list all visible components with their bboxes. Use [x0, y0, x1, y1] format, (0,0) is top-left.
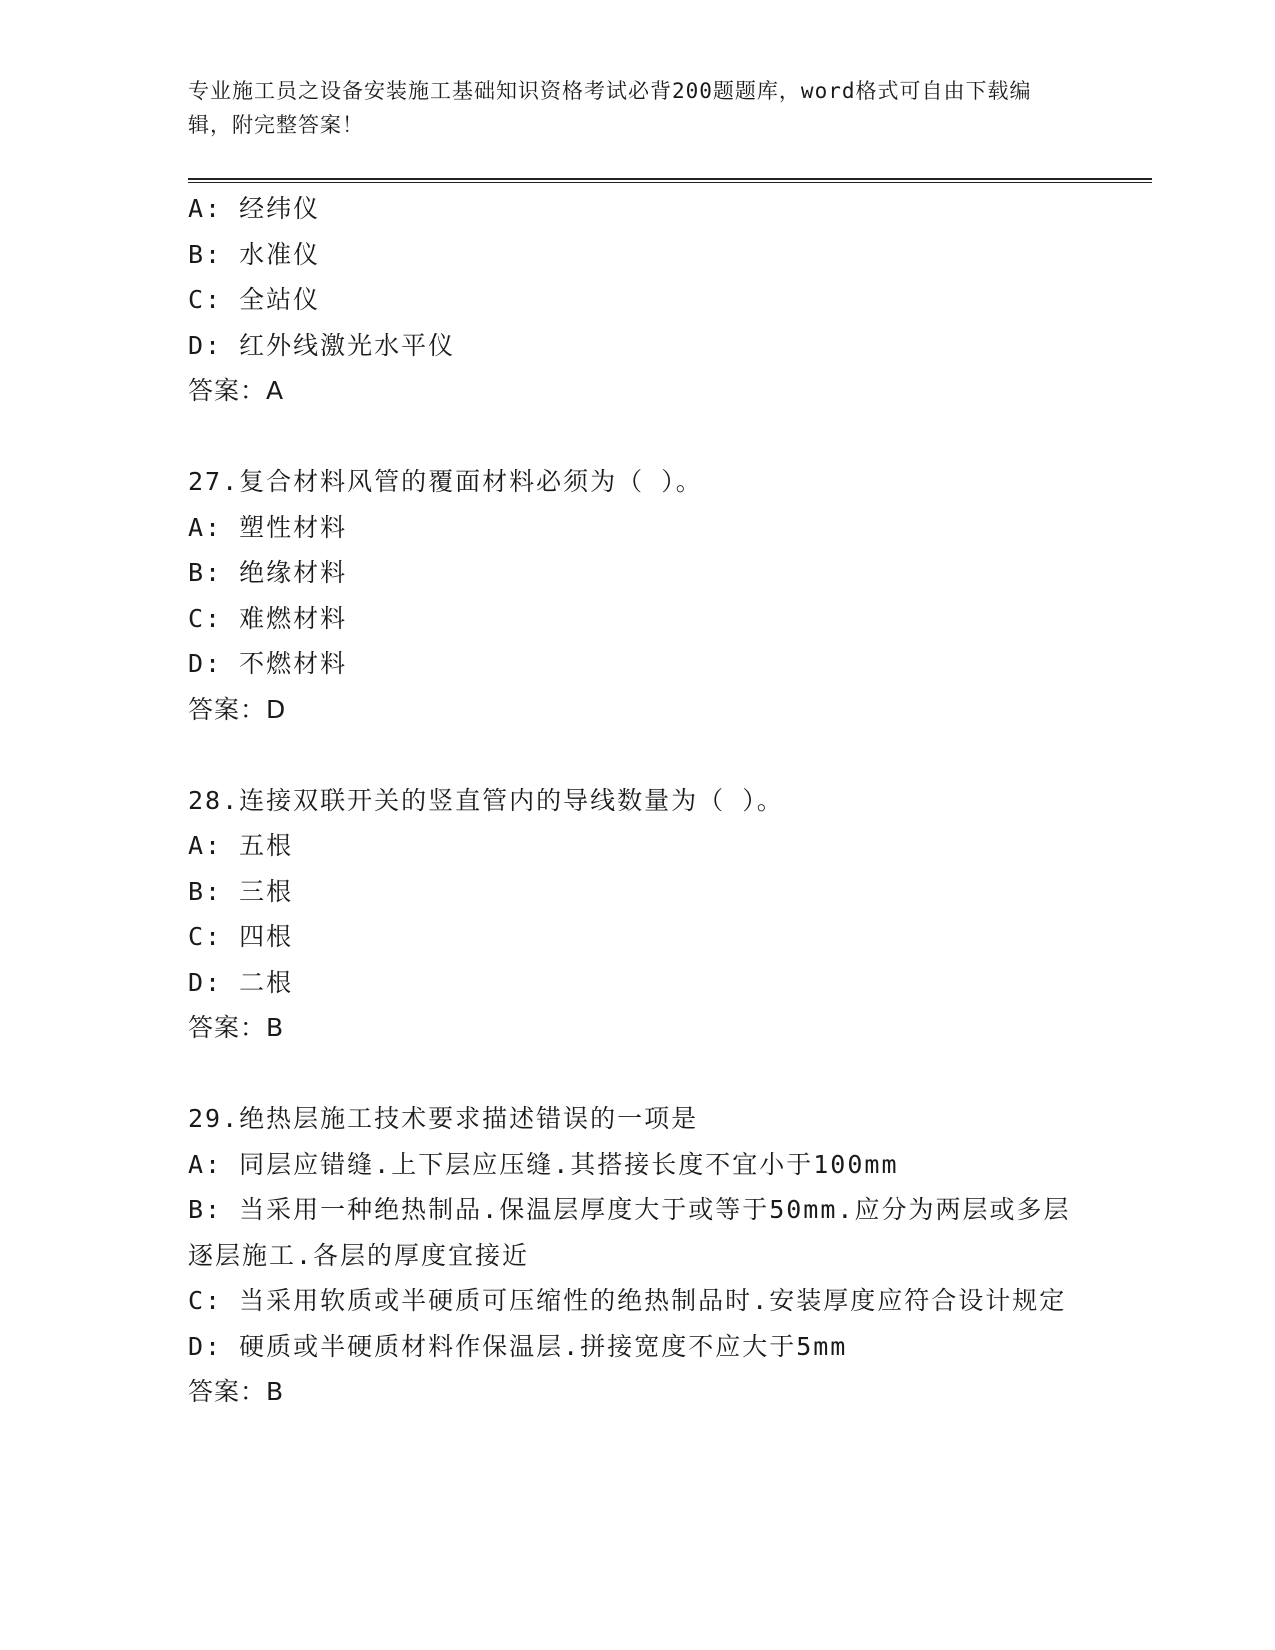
- question-stem: 28.连接双联开关的竖直管内的导线数量为（ ）。: [188, 785, 784, 815]
- option-a: A: 经纬仪: [188, 194, 321, 223]
- answer-line: 答案：B: [188, 1377, 285, 1406]
- option-c: C: 全站仪: [188, 285, 321, 314]
- option-d: D: 红外线激光水平仪: [188, 330, 456, 360]
- option-a: A: 塑性材料: [188, 512, 348, 542]
- option-c: C: 当采用软质或半硬质可压缩性的绝热制品时.安装厚度应符合设计规定: [188, 1286, 1067, 1315]
- option-b: B: 当采用一种绝热制品.保温层厚度大于或等于50mm.应分为两层或多层逐层施工.各层的厚度宜接近: [188, 1195, 1071, 1270]
- question-block-continued: [188, 186, 1088, 414]
- spacer: [188, 732, 1088, 778]
- spacer: [188, 1051, 1088, 1097]
- answer-line: 答案：B: [188, 1013, 285, 1042]
- option-d: D: 硬质或半硬质材料作保温层.拼接宽度不应大于5mm: [188, 1331, 848, 1361]
- question-stem: 29.绝热层施工技术要求描述错误的一项是: [188, 1104, 699, 1133]
- option-c: C: 难燃材料: [188, 603, 348, 633]
- question-stem: 27.复合材料风管的覆面材料必须为（ ）。: [188, 467, 703, 496]
- option-c: C: 四根: [188, 922, 294, 951]
- spacer: [188, 414, 1088, 460]
- option-b: B: 三根: [188, 876, 294, 906]
- header-divider: [188, 178, 1152, 183]
- option-b: B: 绝缘材料: [188, 558, 348, 587]
- option-a: A: 五根: [188, 831, 294, 860]
- answer-line: 答案：D: [188, 694, 287, 724]
- question-list: [188, 186, 1088, 1415]
- page-header: 专业施工员之设备安装施工基础知识资格考试必背200题题库，word格式可自由下载编辑，附完整答案！: [188, 79, 1032, 137]
- option-d: D: 不燃材料: [188, 649, 348, 678]
- question-block-29: [188, 1096, 1088, 1415]
- question-block-27: [188, 459, 1088, 732]
- option-a: A: 同层应错缝.上下层应压缝.其搭接长度不宜小于100mm: [188, 1149, 899, 1179]
- option-b: B: 水准仪: [188, 239, 321, 269]
- option-d: D: 二根: [188, 967, 294, 997]
- question-block-28: [188, 778, 1088, 1051]
- answer-line: 答案：A: [188, 376, 285, 405]
